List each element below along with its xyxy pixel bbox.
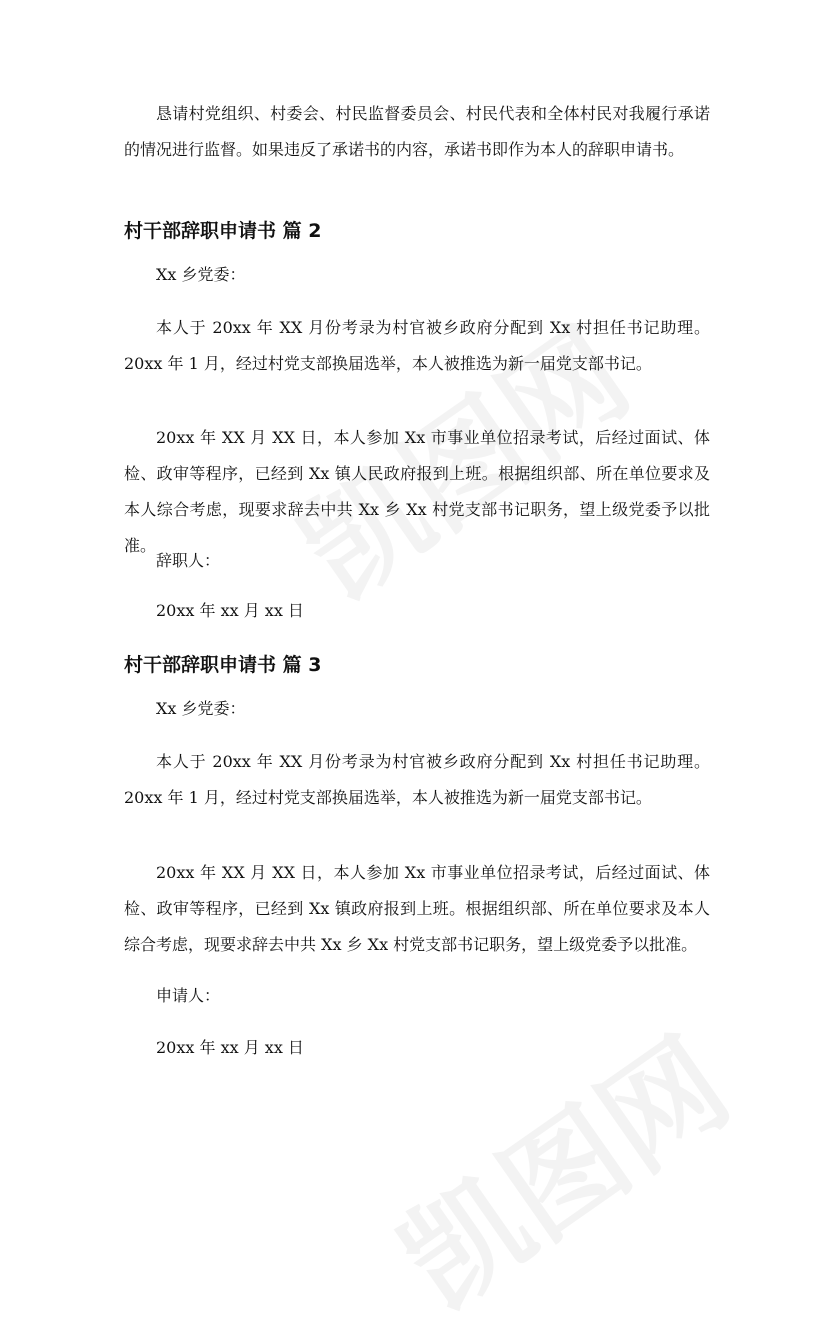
section-2-salutation: Xx 乡党委：	[156, 265, 246, 284]
section-2-title: 村干部辞职申请书 篇 2	[124, 220, 322, 242]
section-3-paragraph-2-block	[0, 855, 830, 963]
section-2-paragraph-1: 本人于 20xx 年 XX 月份考录为村官被乡政府分配到 Xx 村担任书记助理。20xx 年 1 月，经过村党支部换届选举，本人被推选为新一届党支部书记。	[124, 318, 710, 373]
section-2-paragraph-1-block	[0, 310, 830, 382]
section-2-paragraph-2-block	[0, 420, 830, 564]
watermark	[363, 992, 757, 1339]
section-2-paragraph-2: 20xx 年 XX 月 XX 日，本人参加 Xx 市事业单位招录考试，后经过面试、体检、政审等程序，已经到 Xx 镇人民政府报到上班。根据组织部、所在单位要求及本人综合考虑，现要求辞去中共 Xx 乡 Xx 村党支部书记职务，望上级党委予以批准。	[124, 428, 710, 555]
intro-paragraph: 恳请村党组织、村委会、村民监督委员会、村民代表和全体村民对我履行承诺的情况进行监督。如果违反了承诺书的内容，承诺书即作为本人的辞职申请书。	[124, 104, 710, 159]
section-3-salutation: Xx 乡党委：	[156, 699, 246, 718]
section-3-title: 村干部辞职申请书 篇 3	[124, 654, 322, 676]
section-3-paragraph-2: 20xx 年 XX 月 XX 日，本人参加 Xx 市事业单位招录考试，后经过面试、体检、政审等程序，已经到 Xx 镇政府报到上班。根据组织部、所在单位要求及本人综合考虑，现要求辞去中共 Xx 乡 Xx 村党支部书记职务，望上级党委予以批准。	[124, 863, 710, 954]
section-3-paragraph-1: 本人于 20xx 年 XX 月份考录为村官被乡政府分配到 Xx 村担任书记助理。20xx 年 1 月，经过村党支部换届选举，本人被推选为新一届党支部书记。	[124, 752, 710, 807]
intro-block	[0, 96, 830, 168]
section-2-signer: 辞职人：	[156, 551, 221, 570]
section-2-date: 20xx 年 xx 月 xx 日	[156, 601, 304, 620]
section-3-date: 20xx 年 xx 月 xx 日	[156, 1038, 304, 1057]
section-3-signer: 申请人：	[156, 986, 221, 1005]
section-3-paragraph-1-block	[0, 744, 830, 816]
